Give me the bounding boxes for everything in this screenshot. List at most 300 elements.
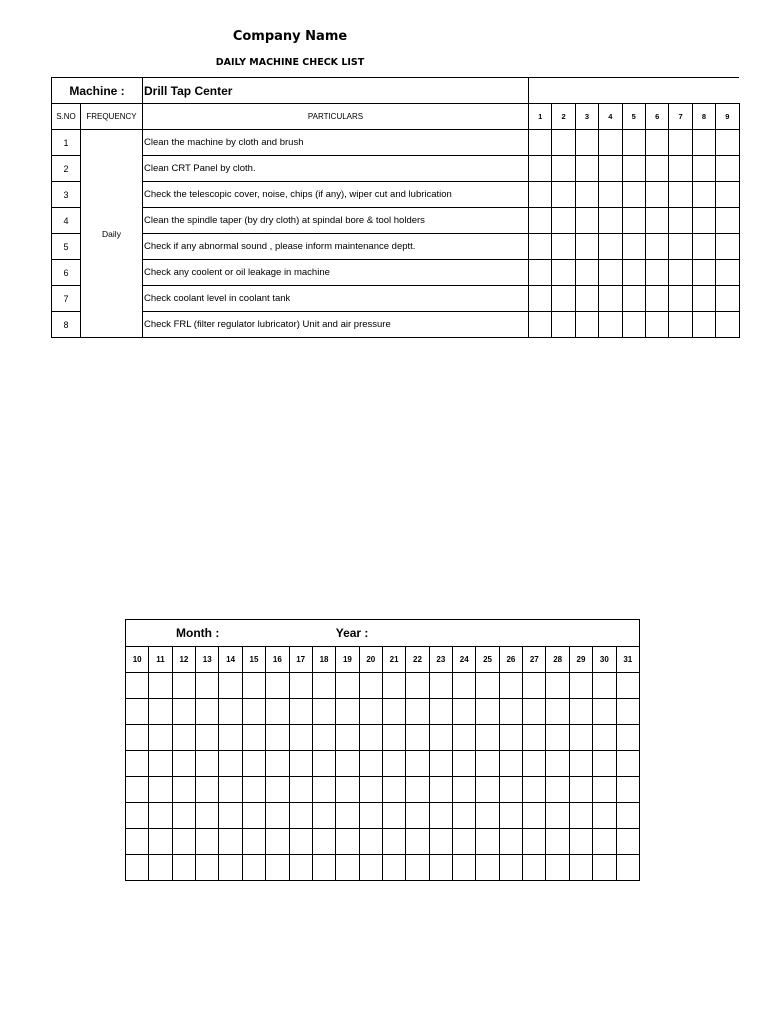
check-cell[interactable] bbox=[453, 699, 476, 725]
day-header-29: 29 bbox=[569, 647, 592, 673]
check-cell[interactable] bbox=[669, 286, 692, 312]
check-cell[interactable] bbox=[126, 855, 149, 881]
machine-row bbox=[52, 78, 740, 104]
check-cell[interactable] bbox=[453, 751, 476, 777]
check-cell[interactable] bbox=[593, 673, 616, 699]
check-cell[interactable] bbox=[575, 286, 598, 312]
row-particular: Check FRL (filter regulator lubricator) Unit and air pressure bbox=[143, 312, 529, 338]
check-cell[interactable] bbox=[529, 182, 552, 208]
check-cell[interactable] bbox=[575, 260, 598, 286]
check-cell[interactable] bbox=[546, 751, 569, 777]
check-cell[interactable] bbox=[312, 751, 335, 777]
check-cell[interactable] bbox=[382, 699, 405, 725]
day-header-25: 25 bbox=[476, 647, 499, 673]
check-cell[interactable] bbox=[149, 829, 172, 855]
day-header-31: 31 bbox=[616, 647, 639, 673]
check-cell[interactable] bbox=[669, 208, 692, 234]
check-cell[interactable] bbox=[716, 234, 739, 260]
day-header-27: 27 bbox=[523, 647, 546, 673]
check-cell[interactable] bbox=[499, 725, 522, 751]
check-cell[interactable] bbox=[429, 673, 452, 699]
check-cell[interactable] bbox=[382, 803, 405, 829]
month-year-row bbox=[126, 620, 640, 647]
check-cell[interactable] bbox=[669, 234, 692, 260]
checklist-row bbox=[52, 182, 740, 208]
check-cell[interactable] bbox=[196, 777, 219, 803]
check-cell[interactable] bbox=[219, 803, 242, 829]
check-cell[interactable] bbox=[575, 156, 598, 182]
check-cell[interactable] bbox=[692, 156, 715, 182]
row-sno: 5 bbox=[52, 234, 81, 260]
check-cell[interactable] bbox=[575, 130, 598, 156]
check-cell[interactable] bbox=[569, 803, 592, 829]
day-header-22: 22 bbox=[406, 647, 429, 673]
check-cell[interactable] bbox=[172, 777, 195, 803]
check-cell[interactable] bbox=[599, 312, 622, 338]
day-header-15: 15 bbox=[242, 647, 265, 673]
check-cell[interactable] bbox=[692, 208, 715, 234]
check-cell[interactable] bbox=[336, 699, 359, 725]
check-cell[interactable] bbox=[569, 751, 592, 777]
check-cell[interactable] bbox=[599, 260, 622, 286]
check-cell[interactable] bbox=[593, 803, 616, 829]
check-cell[interactable] bbox=[359, 777, 382, 803]
check-cell[interactable] bbox=[172, 673, 195, 699]
check-cell[interactable] bbox=[645, 286, 668, 312]
check-cell[interactable] bbox=[242, 699, 265, 725]
check-cell[interactable] bbox=[149, 751, 172, 777]
particulars-header: PARTICULARS bbox=[143, 104, 529, 130]
check-cell[interactable] bbox=[312, 673, 335, 699]
check-cell[interactable] bbox=[476, 673, 499, 699]
check-cell[interactable] bbox=[289, 855, 312, 881]
check-cell[interactable] bbox=[359, 725, 382, 751]
check-cell[interactable] bbox=[593, 725, 616, 751]
checklist-title: DAILY MACHINE CHECK LIST bbox=[215, 57, 365, 68]
column-header-row bbox=[52, 104, 740, 130]
check-cell[interactable] bbox=[453, 803, 476, 829]
check-cell[interactable] bbox=[359, 803, 382, 829]
check-cell[interactable] bbox=[406, 751, 429, 777]
check-cell[interactable] bbox=[523, 673, 546, 699]
check-cell[interactable] bbox=[645, 130, 668, 156]
check-cell[interactable] bbox=[196, 673, 219, 699]
check-cell[interactable] bbox=[196, 725, 219, 751]
check-cell[interactable] bbox=[312, 725, 335, 751]
check-cell[interactable] bbox=[289, 751, 312, 777]
check-cell[interactable] bbox=[546, 803, 569, 829]
day-header-19: 19 bbox=[336, 647, 359, 673]
check-cell[interactable] bbox=[523, 751, 546, 777]
check-cell[interactable] bbox=[575, 234, 598, 260]
check-cell[interactable] bbox=[382, 725, 405, 751]
check-cell[interactable] bbox=[336, 777, 359, 803]
check-cell[interactable] bbox=[499, 803, 522, 829]
check-cell[interactable] bbox=[359, 829, 382, 855]
check-cell[interactable] bbox=[312, 829, 335, 855]
check-cell[interactable] bbox=[593, 777, 616, 803]
check-cell[interactable] bbox=[716, 182, 739, 208]
day-header-20: 20 bbox=[359, 647, 382, 673]
check-cell[interactable] bbox=[336, 803, 359, 829]
check-cell[interactable] bbox=[599, 208, 622, 234]
check-cell[interactable] bbox=[149, 803, 172, 829]
check-cell[interactable] bbox=[219, 777, 242, 803]
check-cell[interactable] bbox=[669, 312, 692, 338]
check-cell[interactable] bbox=[196, 803, 219, 829]
check-cell[interactable] bbox=[692, 234, 715, 260]
check-cell[interactable] bbox=[266, 699, 289, 725]
check-cell[interactable] bbox=[453, 673, 476, 699]
check-cell[interactable] bbox=[552, 130, 575, 156]
check-cell[interactable] bbox=[529, 208, 552, 234]
check-cell[interactable] bbox=[523, 855, 546, 881]
day-header-3: 3 bbox=[575, 104, 598, 130]
check-cell[interactable] bbox=[552, 182, 575, 208]
check-cell[interactable] bbox=[529, 312, 552, 338]
check-cell[interactable] bbox=[312, 777, 335, 803]
check-cell[interactable] bbox=[599, 130, 622, 156]
day-header-12: 12 bbox=[172, 647, 195, 673]
check-cell[interactable] bbox=[172, 829, 195, 855]
check-cell[interactable] bbox=[429, 699, 452, 725]
check-cell[interactable] bbox=[716, 130, 739, 156]
check-cell[interactable] bbox=[529, 234, 552, 260]
check-cell[interactable] bbox=[266, 751, 289, 777]
check-cell[interactable] bbox=[616, 725, 639, 751]
check-cell[interactable] bbox=[219, 673, 242, 699]
check-cell[interactable] bbox=[716, 208, 739, 234]
day-header-26: 26 bbox=[499, 647, 522, 673]
check-cell[interactable] bbox=[569, 855, 592, 881]
check-cell[interactable] bbox=[552, 156, 575, 182]
day-header-11: 11 bbox=[149, 647, 172, 673]
check-cell[interactable] bbox=[242, 829, 265, 855]
check-cell[interactable] bbox=[645, 312, 668, 338]
check-cell[interactable] bbox=[476, 855, 499, 881]
check-cell[interactable] bbox=[453, 829, 476, 855]
day-header-7: 7 bbox=[669, 104, 692, 130]
check-cell[interactable] bbox=[569, 777, 592, 803]
check-cell[interactable] bbox=[499, 777, 522, 803]
check-cell[interactable] bbox=[266, 673, 289, 699]
check-cell[interactable] bbox=[593, 829, 616, 855]
check-cell[interactable] bbox=[312, 855, 335, 881]
check-cell[interactable] bbox=[172, 855, 195, 881]
check-cell[interactable] bbox=[266, 777, 289, 803]
checklist-row bbox=[52, 260, 740, 286]
check-cell[interactable] bbox=[692, 312, 715, 338]
check-cell[interactable] bbox=[266, 829, 289, 855]
check-cell[interactable] bbox=[149, 673, 172, 699]
check-cell[interactable] bbox=[552, 312, 575, 338]
check-cell[interactable] bbox=[599, 286, 622, 312]
check-cell[interactable] bbox=[546, 725, 569, 751]
check-cell[interactable] bbox=[692, 286, 715, 312]
check-cell[interactable] bbox=[546, 777, 569, 803]
check-cell[interactable] bbox=[382, 751, 405, 777]
check-cell[interactable] bbox=[499, 699, 522, 725]
check-cell[interactable] bbox=[219, 855, 242, 881]
check-cell[interactable] bbox=[149, 725, 172, 751]
check-cell[interactable] bbox=[382, 829, 405, 855]
check-cell[interactable] bbox=[453, 725, 476, 751]
check-cell[interactable] bbox=[196, 855, 219, 881]
check-cell[interactable] bbox=[645, 260, 668, 286]
check-cell[interactable] bbox=[242, 725, 265, 751]
check-cell[interactable] bbox=[529, 260, 552, 286]
check-cell[interactable] bbox=[289, 699, 312, 725]
check-cell[interactable] bbox=[126, 751, 149, 777]
header-blank-cell bbox=[529, 78, 740, 104]
check-cell[interactable] bbox=[716, 260, 739, 286]
check-cell[interactable] bbox=[429, 751, 452, 777]
check-cell[interactable] bbox=[645, 234, 668, 260]
check-cell[interactable] bbox=[219, 829, 242, 855]
check-cell[interactable] bbox=[219, 725, 242, 751]
check-cell[interactable] bbox=[692, 182, 715, 208]
check-cell[interactable] bbox=[716, 312, 739, 338]
day-header-13: 13 bbox=[196, 647, 219, 673]
day-header-1: 1 bbox=[529, 104, 552, 130]
day-header-2: 2 bbox=[552, 104, 575, 130]
check-cell[interactable] bbox=[336, 751, 359, 777]
check-cell[interactable] bbox=[616, 751, 639, 777]
row-particular: Check any coolent or oil leakage in machine bbox=[143, 260, 529, 286]
check-cell[interactable] bbox=[622, 286, 645, 312]
check-cell[interactable] bbox=[429, 803, 452, 829]
day-header-9: 9 bbox=[716, 104, 739, 130]
day-header-8: 8 bbox=[692, 104, 715, 130]
check-cell[interactable] bbox=[546, 829, 569, 855]
row-sno: 4 bbox=[52, 208, 81, 234]
row-sno: 1 bbox=[52, 130, 81, 156]
check-cell[interactable] bbox=[552, 234, 575, 260]
check-cell[interactable] bbox=[622, 312, 645, 338]
check-cell[interactable] bbox=[523, 777, 546, 803]
check-cell[interactable] bbox=[476, 699, 499, 725]
check-cell[interactable] bbox=[552, 286, 575, 312]
check-cell[interactable] bbox=[429, 777, 452, 803]
check-cell[interactable] bbox=[669, 156, 692, 182]
check-cell[interactable] bbox=[645, 208, 668, 234]
check-cell[interactable] bbox=[569, 673, 592, 699]
check-cell[interactable] bbox=[126, 673, 149, 699]
check-cell[interactable] bbox=[219, 699, 242, 725]
check-cell[interactable] bbox=[406, 855, 429, 881]
check-cell[interactable] bbox=[575, 182, 598, 208]
day-header-10: 10 bbox=[126, 647, 149, 673]
grid-row bbox=[126, 673, 640, 699]
check-cell[interactable] bbox=[359, 855, 382, 881]
check-cell[interactable] bbox=[575, 208, 598, 234]
day-header-5: 5 bbox=[622, 104, 645, 130]
check-cell[interactable] bbox=[669, 182, 692, 208]
check-cell[interactable] bbox=[552, 208, 575, 234]
check-cell[interactable] bbox=[126, 699, 149, 725]
check-cell[interactable] bbox=[172, 699, 195, 725]
grid-row bbox=[126, 803, 640, 829]
check-cell[interactable] bbox=[616, 855, 639, 881]
check-cell[interactable] bbox=[616, 699, 639, 725]
day-header-30: 30 bbox=[593, 647, 616, 673]
check-cell[interactable] bbox=[523, 803, 546, 829]
check-cell[interactable] bbox=[242, 673, 265, 699]
checklist-row bbox=[52, 286, 740, 312]
check-cell[interactable] bbox=[336, 829, 359, 855]
check-cell[interactable] bbox=[499, 751, 522, 777]
check-cell[interactable] bbox=[529, 130, 552, 156]
check-cell[interactable] bbox=[172, 751, 195, 777]
check-cell[interactable] bbox=[336, 673, 359, 699]
check-cell[interactable] bbox=[242, 803, 265, 829]
check-cell[interactable] bbox=[593, 855, 616, 881]
check-cell[interactable] bbox=[406, 829, 429, 855]
company-name: Company Name bbox=[232, 29, 348, 44]
check-cell[interactable] bbox=[312, 699, 335, 725]
check-cell[interactable] bbox=[242, 855, 265, 881]
frequency-cell: Daily bbox=[81, 130, 143, 338]
check-cell[interactable] bbox=[196, 751, 219, 777]
row-particular: Clean CRT Panel by cloth. bbox=[143, 156, 529, 182]
check-cell[interactable] bbox=[406, 777, 429, 803]
check-cell[interactable] bbox=[382, 673, 405, 699]
check-cell[interactable] bbox=[476, 829, 499, 855]
check-cell[interactable] bbox=[126, 803, 149, 829]
check-cell[interactable] bbox=[575, 312, 598, 338]
check-cell[interactable] bbox=[289, 725, 312, 751]
check-cell[interactable] bbox=[242, 751, 265, 777]
check-cell[interactable] bbox=[645, 182, 668, 208]
check-cell[interactable] bbox=[499, 829, 522, 855]
check-cell[interactable] bbox=[499, 673, 522, 699]
check-cell[interactable] bbox=[616, 777, 639, 803]
check-cell[interactable] bbox=[546, 673, 569, 699]
check-cell[interactable] bbox=[616, 803, 639, 829]
day-header-6: 6 bbox=[645, 104, 668, 130]
check-cell[interactable] bbox=[593, 699, 616, 725]
check-cell[interactable] bbox=[669, 260, 692, 286]
check-cell[interactable] bbox=[622, 208, 645, 234]
check-cell[interactable] bbox=[523, 829, 546, 855]
check-cell[interactable] bbox=[149, 699, 172, 725]
check-cell[interactable] bbox=[406, 699, 429, 725]
check-cell[interactable] bbox=[266, 725, 289, 751]
check-cell[interactable] bbox=[645, 156, 668, 182]
check-cell[interactable] bbox=[406, 725, 429, 751]
check-cell[interactable] bbox=[289, 829, 312, 855]
check-cell[interactable] bbox=[622, 182, 645, 208]
check-cell[interactable] bbox=[359, 751, 382, 777]
check-cell[interactable] bbox=[692, 260, 715, 286]
check-cell[interactable] bbox=[266, 855, 289, 881]
check-cell[interactable] bbox=[529, 286, 552, 312]
check-cell[interactable] bbox=[546, 855, 569, 881]
grid-row bbox=[126, 751, 640, 777]
check-cell[interactable] bbox=[453, 855, 476, 881]
check-cell[interactable] bbox=[126, 829, 149, 855]
check-cell[interactable] bbox=[382, 777, 405, 803]
check-cell[interactable] bbox=[716, 156, 739, 182]
check-cell[interactable] bbox=[593, 751, 616, 777]
check-cell[interactable] bbox=[622, 260, 645, 286]
check-cell[interactable] bbox=[406, 803, 429, 829]
sno-header: S.NO bbox=[52, 104, 81, 130]
check-cell[interactable] bbox=[599, 182, 622, 208]
check-cell[interactable] bbox=[569, 829, 592, 855]
grid-row bbox=[126, 855, 640, 881]
check-cell[interactable] bbox=[359, 673, 382, 699]
check-cell[interactable] bbox=[289, 673, 312, 699]
check-cell[interactable] bbox=[196, 829, 219, 855]
check-cell[interactable] bbox=[599, 156, 622, 182]
month-label: Month : bbox=[126, 620, 336, 647]
check-cell[interactable] bbox=[523, 699, 546, 725]
check-cell[interactable] bbox=[546, 699, 569, 725]
check-cell[interactable] bbox=[149, 855, 172, 881]
check-cell[interactable] bbox=[196, 699, 219, 725]
check-cell[interactable] bbox=[382, 855, 405, 881]
day-header-23: 23 bbox=[429, 647, 452, 673]
check-cell[interactable] bbox=[616, 829, 639, 855]
check-cell[interactable] bbox=[669, 130, 692, 156]
check-cell[interactable] bbox=[529, 156, 552, 182]
check-cell[interactable] bbox=[266, 803, 289, 829]
check-cell[interactable] bbox=[406, 673, 429, 699]
checklist-table bbox=[51, 77, 740, 338]
check-cell[interactable] bbox=[126, 725, 149, 751]
check-cell[interactable] bbox=[622, 234, 645, 260]
grid-row bbox=[126, 699, 640, 725]
check-cell[interactable] bbox=[622, 156, 645, 182]
check-cell[interactable] bbox=[716, 286, 739, 312]
check-cell[interactable] bbox=[476, 777, 499, 803]
check-cell[interactable] bbox=[692, 130, 715, 156]
check-cell[interactable] bbox=[172, 725, 195, 751]
check-cell[interactable] bbox=[476, 725, 499, 751]
check-cell[interactable] bbox=[429, 725, 452, 751]
check-cell[interactable] bbox=[569, 725, 592, 751]
check-cell[interactable] bbox=[312, 803, 335, 829]
check-cell[interactable] bbox=[359, 699, 382, 725]
check-cell[interactable] bbox=[289, 777, 312, 803]
check-cell[interactable] bbox=[289, 803, 312, 829]
check-cell[interactable] bbox=[219, 751, 242, 777]
check-cell[interactable] bbox=[149, 777, 172, 803]
check-cell[interactable] bbox=[499, 855, 522, 881]
check-cell[interactable] bbox=[616, 673, 639, 699]
check-cell[interactable] bbox=[172, 803, 195, 829]
check-cell[interactable] bbox=[476, 751, 499, 777]
check-cell[interactable] bbox=[622, 130, 645, 156]
check-cell[interactable] bbox=[336, 855, 359, 881]
check-cell[interactable] bbox=[126, 777, 149, 803]
check-cell[interactable] bbox=[429, 829, 452, 855]
check-cell[interactable] bbox=[552, 260, 575, 286]
check-cell[interactable] bbox=[599, 234, 622, 260]
check-cell[interactable] bbox=[429, 855, 452, 881]
check-cell[interactable] bbox=[476, 803, 499, 829]
frequency-header: FREQUENCY bbox=[81, 104, 143, 130]
row-sno: 2 bbox=[52, 156, 81, 182]
check-cell[interactable] bbox=[336, 725, 359, 751]
monthly-grid bbox=[125, 619, 640, 881]
check-cell[interactable] bbox=[453, 777, 476, 803]
day-header-4: 4 bbox=[599, 104, 622, 130]
check-cell[interactable] bbox=[523, 725, 546, 751]
check-cell[interactable] bbox=[242, 777, 265, 803]
check-cell[interactable] bbox=[569, 699, 592, 725]
